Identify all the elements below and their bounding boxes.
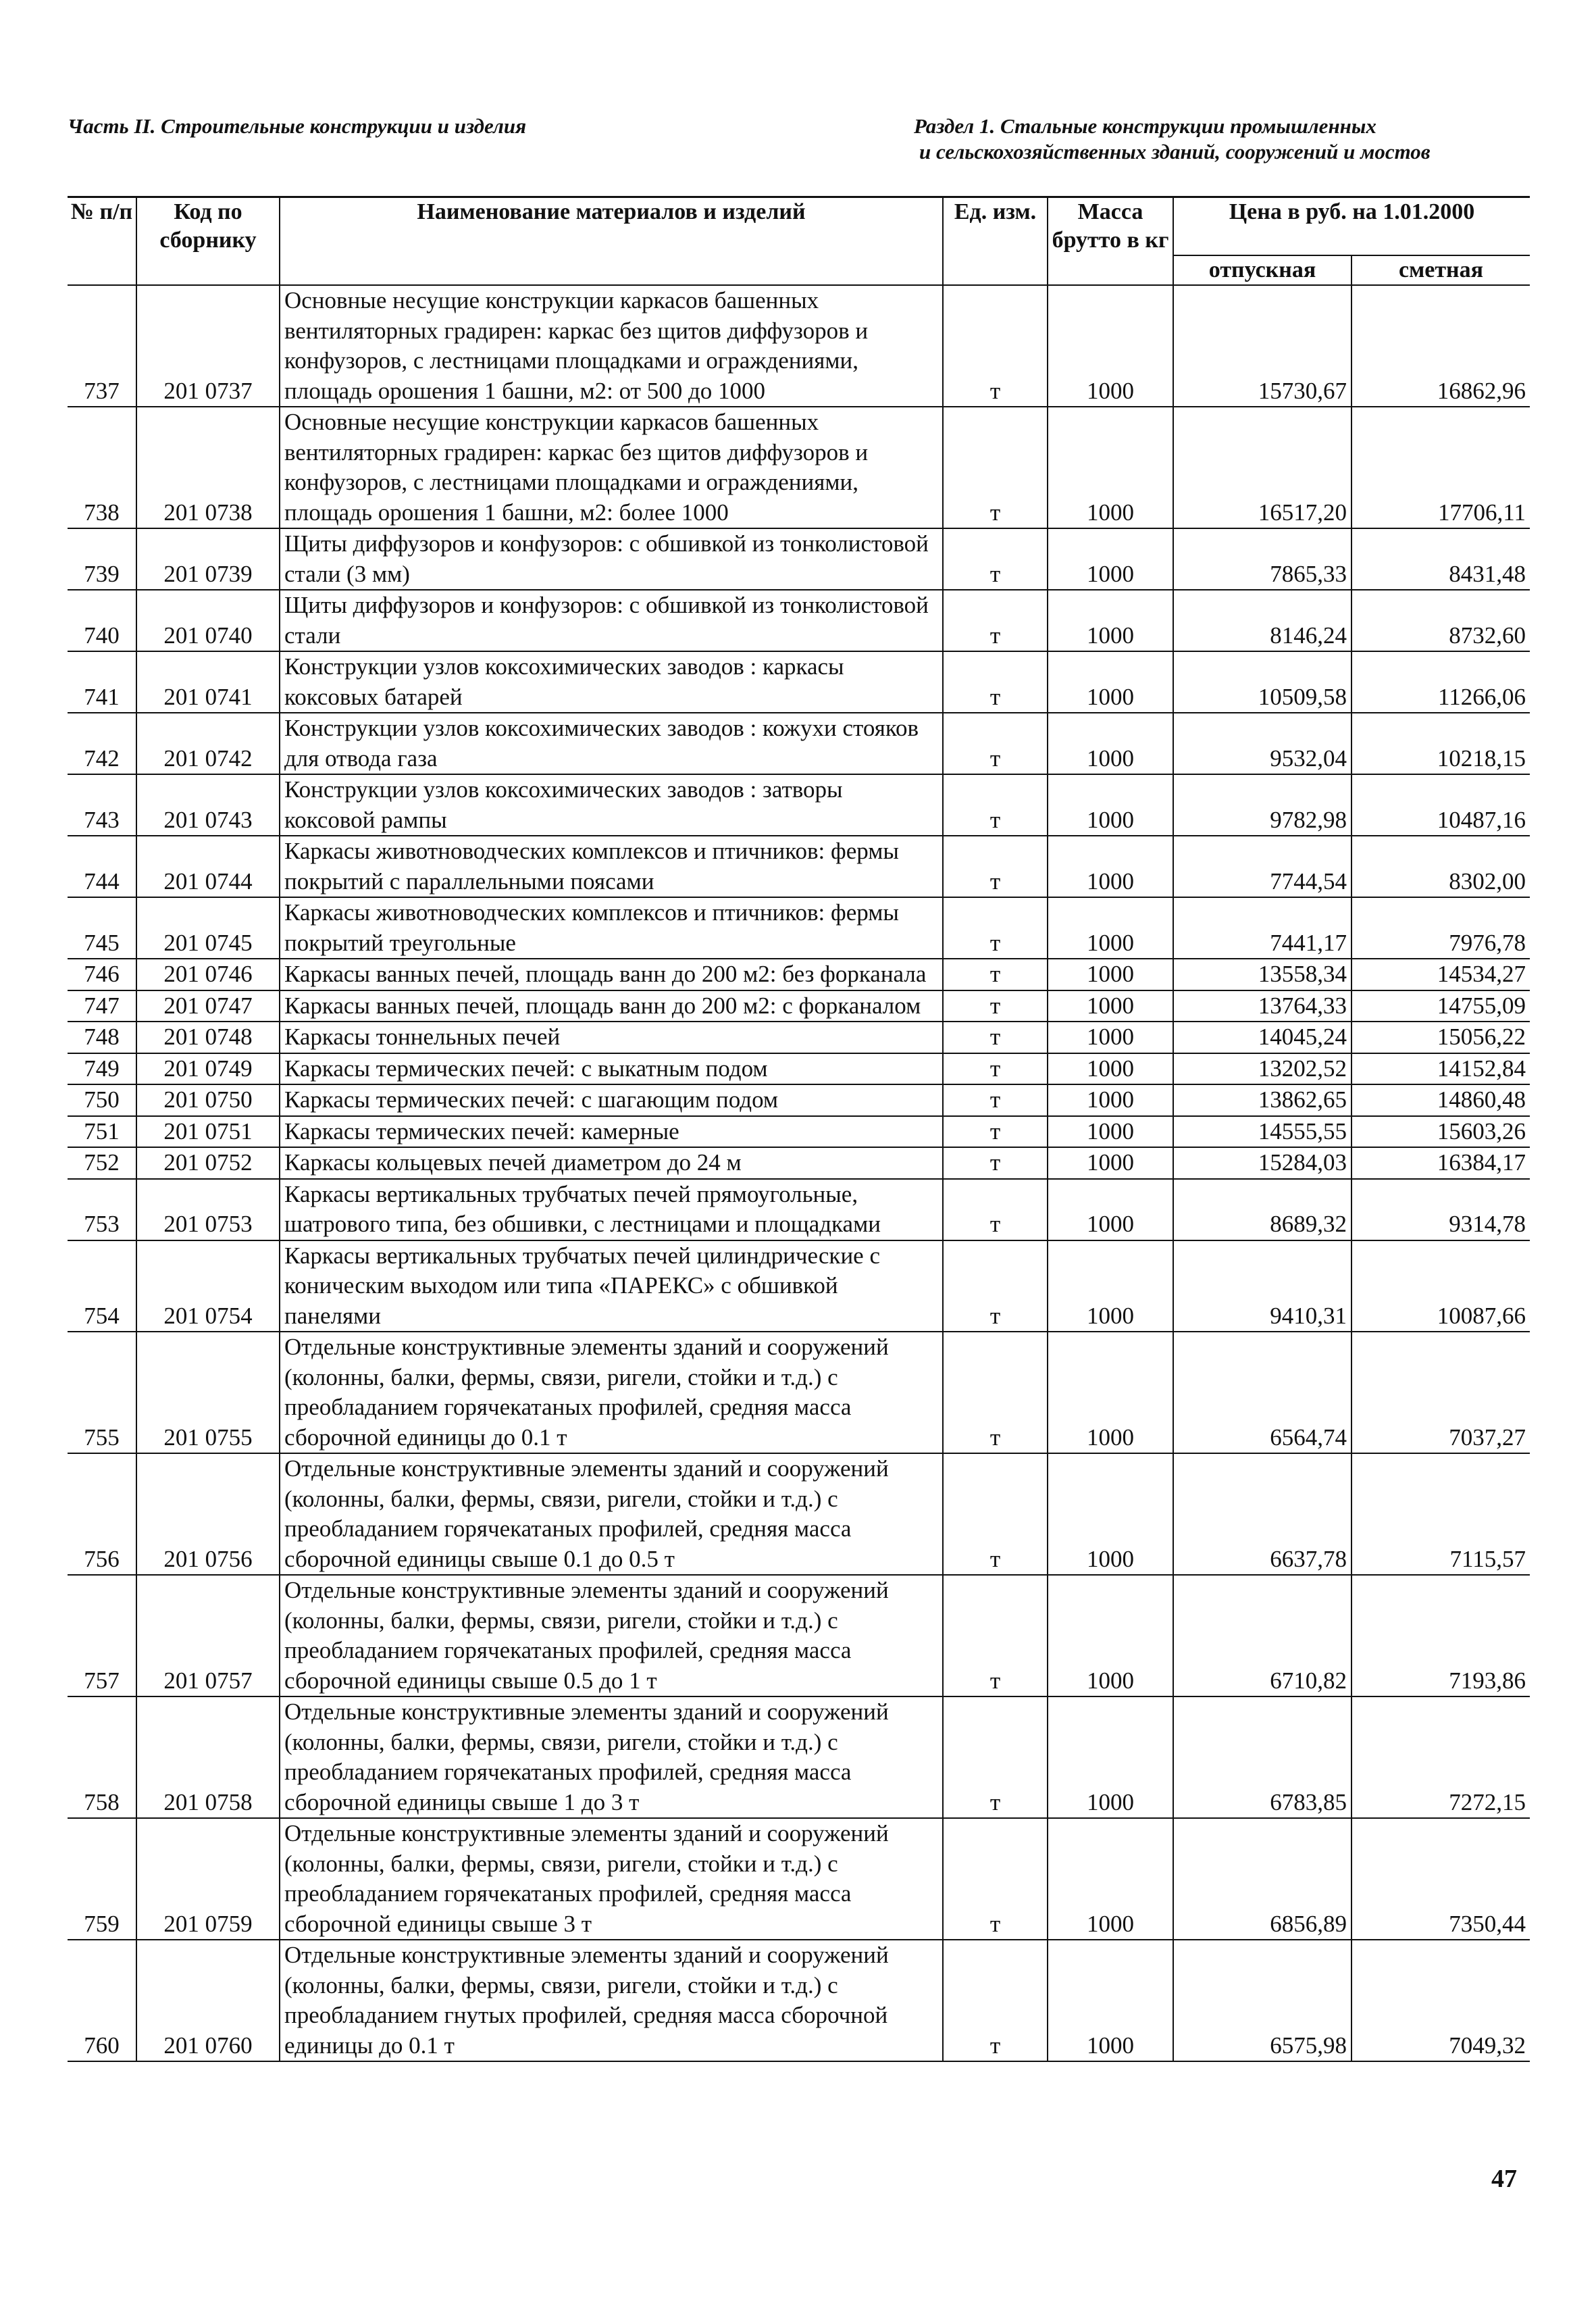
row-number: 757 bbox=[68, 1575, 136, 1696]
row-price-release: 10509,58 bbox=[1173, 651, 1352, 713]
row-price-release: 8689,32 bbox=[1173, 1179, 1352, 1240]
row-price-estimate: 16862,96 bbox=[1352, 285, 1530, 407]
table-row bbox=[68, 1332, 1530, 1453]
row-number: 743 bbox=[68, 774, 136, 836]
table-row bbox=[68, 1453, 1530, 1575]
row-number: 744 bbox=[68, 836, 136, 897]
row-price-estimate: 15056,22 bbox=[1352, 1022, 1530, 1053]
row-price-release: 14045,24 bbox=[1173, 1022, 1352, 1053]
row-unit: т bbox=[943, 713, 1048, 774]
row-price-estimate: 10487,16 bbox=[1352, 774, 1530, 836]
row-code: 201 0756 bbox=[136, 1453, 280, 1575]
column-header-mass: Масса брутто в кг bbox=[1048, 197, 1173, 286]
row-mass: 1000 bbox=[1048, 590, 1173, 651]
row-number: 754 bbox=[68, 1240, 136, 1332]
row-price-release: 7441,17 bbox=[1173, 897, 1352, 959]
row-price-estimate: 7037,27 bbox=[1352, 1332, 1530, 1453]
table-row bbox=[68, 1022, 1530, 1053]
table-row bbox=[68, 1179, 1530, 1240]
row-unit: т bbox=[943, 959, 1048, 990]
row-unit: т bbox=[943, 1696, 1048, 1818]
row-number: 758 bbox=[68, 1696, 136, 1818]
row-name: Отдельные конструктивные элементы зданий и сооружений (колонны, балки, фермы, связи, ригели, стойки и т.д.) с преобладанием горячекатаных профилей, средняя масса сборочной единицы свыше 1 до 3 т bbox=[280, 1696, 943, 1818]
table-row bbox=[68, 713, 1530, 774]
row-name: Отдельные конструктивные элементы зданий и сооружений (колонны, балки, фермы, связи, ригели, стойки и т.д.) с преобладанием горячекатаных профилей, средняя масса сборочной единицы до 0.1 т bbox=[280, 1332, 943, 1453]
table-row bbox=[68, 774, 1530, 836]
column-header-price-release: отпускная bbox=[1173, 255, 1352, 285]
table-row bbox=[68, 285, 1530, 407]
row-mass: 1000 bbox=[1048, 713, 1173, 774]
column-header-name: Наименование материалов и изделий bbox=[280, 197, 943, 286]
table-row bbox=[68, 959, 1530, 990]
row-number: 738 bbox=[68, 407, 136, 528]
row-price-estimate: 10218,15 bbox=[1352, 713, 1530, 774]
row-name: Каркасы вертикальных трубчатых печей прямоугольные, шатрового типа, без обшивки, с лестницами и площадками bbox=[280, 1179, 943, 1240]
row-number: 755 bbox=[68, 1332, 136, 1453]
row-unit: т bbox=[943, 1240, 1048, 1332]
table-row bbox=[68, 1240, 1530, 1332]
row-price-release: 6783,85 bbox=[1173, 1696, 1352, 1818]
row-number: 747 bbox=[68, 990, 136, 1022]
row-code: 201 0755 bbox=[136, 1332, 280, 1453]
row-code: 201 0753 bbox=[136, 1179, 280, 1240]
table-row bbox=[68, 590, 1530, 651]
row-name: Каркасы ванных печей, площадь ванн до 200 м2: с форканалом bbox=[280, 990, 943, 1022]
column-header-code: Код по сборнику bbox=[136, 197, 280, 286]
row-code: 201 0751 bbox=[136, 1116, 280, 1148]
row-code: 201 0741 bbox=[136, 651, 280, 713]
row-code: 201 0740 bbox=[136, 590, 280, 651]
row-number: 740 bbox=[68, 590, 136, 651]
row-code: 201 0750 bbox=[136, 1084, 280, 1116]
table-row bbox=[68, 990, 1530, 1022]
row-mass: 1000 bbox=[1048, 1332, 1173, 1453]
row-number: 760 bbox=[68, 1940, 136, 2061]
row-price-release: 9782,98 bbox=[1173, 774, 1352, 836]
running-header-right-line1: Раздел 1. Стальные конструкции промышленных bbox=[914, 114, 1376, 138]
row-price-release: 8146,24 bbox=[1173, 590, 1352, 651]
table-row bbox=[68, 1575, 1530, 1696]
running-header-right-line2: и сельскохозяйственных зданий, сооружений и мостов bbox=[919, 140, 1431, 164]
row-price-release: 6637,78 bbox=[1173, 1453, 1352, 1575]
row-name: Каркасы ванных печей, площадь ванн до 200 м2: без форканала bbox=[280, 959, 943, 990]
row-price-release: 15284,03 bbox=[1173, 1147, 1352, 1179]
row-unit: т bbox=[943, 897, 1048, 959]
row-unit: т bbox=[943, 1022, 1048, 1053]
row-code: 201 0758 bbox=[136, 1696, 280, 1818]
table-row bbox=[68, 897, 1530, 959]
row-unit: т bbox=[943, 1084, 1048, 1116]
row-mass: 1000 bbox=[1048, 285, 1173, 407]
row-price-release: 13862,65 bbox=[1173, 1084, 1352, 1116]
row-mass: 1000 bbox=[1048, 1453, 1173, 1575]
row-name: Щиты диффузоров и конфузоров: с обшивкой из тонколистовой стали bbox=[280, 590, 943, 651]
row-name: Отдельные конструктивные элементы зданий и сооружений (колонны, балки, фермы, связи, ригели, стойки и т.д.) с преобладанием горячекатаных профилей, средняя масса сборочной единицы свыше 3 т bbox=[280, 1818, 943, 1940]
row-mass: 1000 bbox=[1048, 1053, 1173, 1085]
row-number: 759 bbox=[68, 1818, 136, 1940]
row-price-estimate: 7193,86 bbox=[1352, 1575, 1530, 1696]
row-number: 753 bbox=[68, 1179, 136, 1240]
table-row bbox=[68, 1940, 1530, 2061]
row-unit: т bbox=[943, 285, 1048, 407]
row-price-estimate: 11266,06 bbox=[1352, 651, 1530, 713]
row-number: 756 bbox=[68, 1453, 136, 1575]
row-name: Отдельные конструктивные элементы зданий и сооружений (колонны, балки, фермы, связи, ригели, стойки и т.д.) с преобладанием гнутых профилей, средняя масса сборочной единицы до 0.1 т bbox=[280, 1940, 943, 2061]
row-price-estimate: 9314,78 bbox=[1352, 1179, 1530, 1240]
row-unit: т bbox=[943, 407, 1048, 528]
row-price-estimate: 7350,44 bbox=[1352, 1818, 1530, 1940]
row-unit: т bbox=[943, 1940, 1048, 2061]
row-unit: т bbox=[943, 528, 1048, 590]
row-mass: 1000 bbox=[1048, 959, 1173, 990]
row-name: Каркасы вертикальных трубчатых печей цилиндрические с коническим выходом или типа «ПАРЕКС» с обшивкой панелями bbox=[280, 1240, 943, 1332]
row-price-estimate: 14152,84 bbox=[1352, 1053, 1530, 1085]
row-price-estimate: 16384,17 bbox=[1352, 1147, 1530, 1179]
row-price-release: 13202,52 bbox=[1173, 1053, 1352, 1085]
row-mass: 1000 bbox=[1048, 1696, 1173, 1818]
row-name: Основные несущие конструкции каркасов башенных вентиляторных градирен: каркас без щитов диффузоров и конфузоров, с лестницами площадками и ограждениями, площадь орошения 1 башни, м2: более 1000 bbox=[280, 407, 943, 528]
row-name: Основные несущие конструкции каркасов башенных вентиляторных градирен: каркас без щитов диффузоров и конфузоров, с лестницами площадками и ограждениями, площадь орошения 1 башни, м2: от 500 до 1000 bbox=[280, 285, 943, 407]
row-code: 201 0744 bbox=[136, 836, 280, 897]
row-name: Конструкции узлов коксохимических заводов : каркасы коксовых батарей bbox=[280, 651, 943, 713]
row-number: 752 bbox=[68, 1147, 136, 1179]
row-mass: 1000 bbox=[1048, 1940, 1173, 2061]
table-body bbox=[68, 285, 1530, 2061]
row-unit: т bbox=[943, 651, 1048, 713]
running-header-right bbox=[914, 114, 1431, 165]
row-price-estimate: 14860,48 bbox=[1352, 1084, 1530, 1116]
table-row bbox=[68, 1696, 1530, 1818]
row-mass: 1000 bbox=[1048, 528, 1173, 590]
row-unit: т bbox=[943, 1332, 1048, 1453]
table-row bbox=[68, 1116, 1530, 1148]
running-header-left: Часть II. Строительные конструкции и изделия bbox=[68, 114, 527, 138]
column-header-price-estimate: сметная bbox=[1352, 255, 1530, 285]
row-price-release: 9410,31 bbox=[1173, 1240, 1352, 1332]
table-row bbox=[68, 528, 1530, 590]
row-number: 742 bbox=[68, 713, 136, 774]
row-code: 201 0747 bbox=[136, 990, 280, 1022]
row-mass: 1000 bbox=[1048, 1179, 1173, 1240]
row-name: Отдельные конструктивные элементы зданий и сооружений (колонны, балки, фермы, связи, ригели, стойки и т.д.) с преобладанием горячекатаных профилей, средняя масса сборочной единицы свыше 0.5 до 1 т bbox=[280, 1575, 943, 1696]
row-code: 201 0759 bbox=[136, 1818, 280, 1940]
table-row bbox=[68, 1147, 1530, 1179]
row-price-release: 7744,54 bbox=[1173, 836, 1352, 897]
row-unit: т bbox=[943, 1147, 1048, 1179]
table-row bbox=[68, 1053, 1530, 1085]
row-price-estimate: 15603,26 bbox=[1352, 1116, 1530, 1148]
row-unit: т bbox=[943, 990, 1048, 1022]
table-row bbox=[68, 407, 1530, 528]
row-number: 737 bbox=[68, 285, 136, 407]
row-price-release: 15730,67 bbox=[1173, 285, 1352, 407]
row-unit: т bbox=[943, 836, 1048, 897]
row-name: Каркасы кольцевых печей диаметром до 24 м bbox=[280, 1147, 943, 1179]
row-code: 201 0749 bbox=[136, 1053, 280, 1085]
table-row bbox=[68, 1818, 1530, 1940]
row-mass: 1000 bbox=[1048, 990, 1173, 1022]
row-name: Каркасы животноводческих комплексов и птичников: фермы покрытий треугольные bbox=[280, 897, 943, 959]
row-price-estimate: 8431,48 bbox=[1352, 528, 1530, 590]
row-name: Каркасы животноводческих комплексов и птичников: фермы покрытий с параллельными поясами bbox=[280, 836, 943, 897]
row-number: 739 bbox=[68, 528, 136, 590]
row-mass: 1000 bbox=[1048, 407, 1173, 528]
row-code: 201 0760 bbox=[136, 1940, 280, 2061]
row-price-estimate: 8732,60 bbox=[1352, 590, 1530, 651]
row-unit: т bbox=[943, 774, 1048, 836]
row-name: Каркасы термических печей: с шагающим подом bbox=[280, 1084, 943, 1116]
row-price-estimate: 7272,15 bbox=[1352, 1696, 1530, 1818]
row-price-release: 14555,55 bbox=[1173, 1116, 1352, 1148]
row-code: 201 0742 bbox=[136, 713, 280, 774]
row-code: 201 0743 bbox=[136, 774, 280, 836]
row-name: Конструкции узлов коксохимических заводов : затворы коксовой рампы bbox=[280, 774, 943, 836]
row-mass: 1000 bbox=[1048, 897, 1173, 959]
row-unit: т bbox=[943, 1116, 1048, 1148]
row-number: 741 bbox=[68, 651, 136, 713]
row-mass: 1000 bbox=[1048, 1818, 1173, 1940]
column-header-unit: Ед. изм. bbox=[943, 197, 1048, 286]
row-mass: 1000 bbox=[1048, 774, 1173, 836]
row-price-release: 16517,20 bbox=[1173, 407, 1352, 528]
row-price-estimate: 14755,09 bbox=[1352, 990, 1530, 1022]
row-name: Каркасы тоннельных печей bbox=[280, 1022, 943, 1053]
row-code: 201 0757 bbox=[136, 1575, 280, 1696]
page-number: 47 bbox=[1491, 2165, 1517, 2193]
row-number: 745 bbox=[68, 897, 136, 959]
row-unit: т bbox=[943, 1818, 1048, 1940]
row-price-estimate: 8302,00 bbox=[1352, 836, 1530, 897]
row-unit: т bbox=[943, 590, 1048, 651]
row-price-release: 6710,82 bbox=[1173, 1575, 1352, 1696]
row-code: 201 0745 bbox=[136, 897, 280, 959]
row-code: 201 0746 bbox=[136, 959, 280, 990]
table-row bbox=[68, 836, 1530, 897]
row-mass: 1000 bbox=[1048, 1022, 1173, 1053]
row-price-estimate: 7976,78 bbox=[1352, 897, 1530, 959]
row-mass: 1000 bbox=[1048, 1147, 1173, 1179]
row-price-release: 13558,34 bbox=[1173, 959, 1352, 990]
row-mass: 1000 bbox=[1048, 651, 1173, 713]
row-price-estimate: 17706,11 bbox=[1352, 407, 1530, 528]
row-number: 749 bbox=[68, 1053, 136, 1085]
row-mass: 1000 bbox=[1048, 1116, 1173, 1148]
row-price-estimate: 7115,57 bbox=[1352, 1453, 1530, 1575]
table-row bbox=[68, 1084, 1530, 1116]
row-number: 746 bbox=[68, 959, 136, 990]
row-number: 751 bbox=[68, 1116, 136, 1148]
row-unit: т bbox=[943, 1053, 1048, 1085]
row-number: 750 bbox=[68, 1084, 136, 1116]
row-price-release: 6575,98 bbox=[1173, 1940, 1352, 2061]
row-code: 201 0754 bbox=[136, 1240, 280, 1332]
row-mass: 1000 bbox=[1048, 1575, 1173, 1696]
row-code: 201 0737 bbox=[136, 285, 280, 407]
column-header-price-group: Цена в руб. на 1.01.2000 bbox=[1173, 197, 1530, 256]
row-price-release: 7865,33 bbox=[1173, 528, 1352, 590]
row-mass: 1000 bbox=[1048, 836, 1173, 897]
row-code: 201 0739 bbox=[136, 528, 280, 590]
row-unit: т bbox=[943, 1453, 1048, 1575]
row-price-release: 9532,04 bbox=[1173, 713, 1352, 774]
row-price-estimate: 7049,32 bbox=[1352, 1940, 1530, 2061]
row-name: Каркасы термических печей: камерные bbox=[280, 1116, 943, 1148]
row-price-estimate: 10087,66 bbox=[1352, 1240, 1530, 1332]
row-mass: 1000 bbox=[1048, 1084, 1173, 1116]
price-table bbox=[68, 196, 1530, 2062]
row-code: 201 0738 bbox=[136, 407, 280, 528]
table-row bbox=[68, 651, 1530, 713]
row-mass: 1000 bbox=[1048, 1240, 1173, 1332]
row-unit: т bbox=[943, 1179, 1048, 1240]
table-header bbox=[68, 197, 1530, 286]
row-name: Конструкции узлов коксохимических заводов : кожухи стояков для отвода газа bbox=[280, 713, 943, 774]
row-name: Щиты диффузоров и конфузоров: с обшивкой из тонколистовой стали (3 мм) bbox=[280, 528, 943, 590]
row-name: Каркасы термических печей: с выкатным подом bbox=[280, 1053, 943, 1085]
row-price-release: 13764,33 bbox=[1173, 990, 1352, 1022]
column-header-num: № п/п bbox=[68, 197, 136, 286]
row-code: 201 0748 bbox=[136, 1022, 280, 1053]
row-number: 748 bbox=[68, 1022, 136, 1053]
row-price-release: 6856,89 bbox=[1173, 1818, 1352, 1940]
row-name: Отдельные конструктивные элементы зданий и сооружений (колонны, балки, фермы, связи, ригели, стойки и т.д.) с преобладанием горячекатаных профилей, средняя масса сборочной единицы свыше 0.1 до 0.5 т bbox=[280, 1453, 943, 1575]
row-code: 201 0752 bbox=[136, 1147, 280, 1179]
row-price-release: 6564,74 bbox=[1173, 1332, 1352, 1453]
row-unit: т bbox=[943, 1575, 1048, 1696]
row-price-estimate: 14534,27 bbox=[1352, 959, 1530, 990]
